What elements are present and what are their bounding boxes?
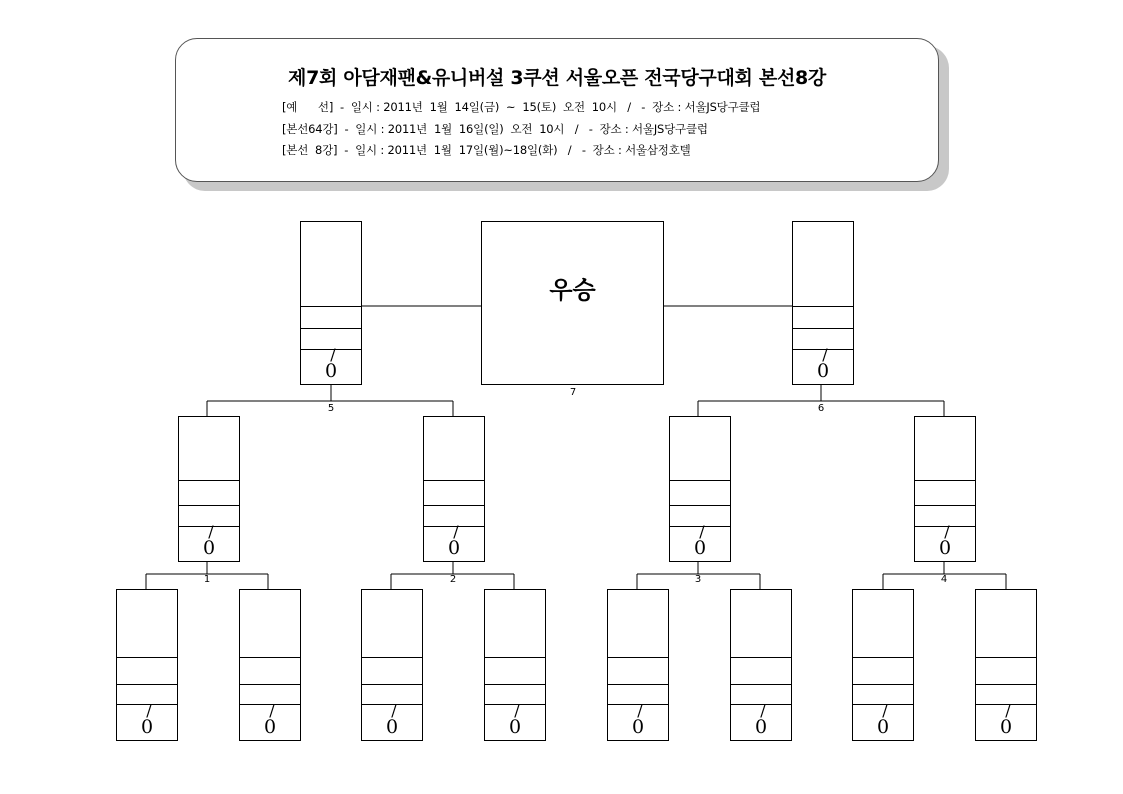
quarterfinal-box-2 — [423, 416, 485, 562]
round8-box-6 — [730, 589, 792, 741]
match-number-3: 3 — [694, 574, 702, 585]
score-cell: / 0 — [693, 522, 707, 559]
match-number-1: 1 — [203, 574, 211, 585]
schedule-line-round8: [본선 8강] - 일시 : 2011년 1월 17일(월)~18일(화) / - 장소 : 서울삼정호텔 — [282, 143, 691, 157]
match-number-7: 7 — [569, 387, 577, 398]
quarterfinal-box-4 — [914, 416, 976, 562]
round8-box-3 — [361, 589, 423, 741]
champion-label: 우승 — [549, 276, 596, 304]
score-cell: / 0 — [508, 701, 522, 738]
score-cell: / 0 — [263, 701, 277, 738]
semifinal-right-box — [792, 221, 854, 385]
score-cell: / 0 — [447, 522, 461, 559]
round8-box-4 — [484, 589, 546, 741]
score-cell: / 0 — [324, 345, 338, 382]
round8-box-1 — [116, 589, 178, 741]
match-number-4: 4 — [940, 574, 948, 585]
match-number-6: 6 — [817, 403, 825, 414]
score-cell: / 0 — [140, 701, 154, 738]
score-cell: / 0 — [385, 701, 399, 738]
page-title: 제7회 아담재팬&유니버설 3쿠션 서울오픈 전국당구대회 본선8강 — [288, 67, 826, 89]
score-cell: / 0 — [754, 701, 768, 738]
match-number-5: 5 — [327, 403, 335, 414]
schedule-line-round64: [본선64강] - 일시 : 2011년 1월 16일(일) 오전 10시 / - 장소 : 서울JS당구클럽 — [282, 122, 708, 136]
score-cell: / 0 — [202, 522, 216, 559]
round8-box-5 — [607, 589, 669, 741]
semifinal-left-box — [300, 221, 362, 385]
score-cell: / 0 — [816, 345, 830, 382]
match-number-2: 2 — [449, 574, 457, 585]
champion-box — [481, 221, 664, 385]
schedule-line-prelim: [예 선] - 일시 : 2011년 1월 14일(금) ~ 15(토) 오전 10시 / - 장소 : 서울JS당구클럽 — [282, 100, 761, 114]
quarterfinal-box-3 — [669, 416, 731, 562]
score-cell: / 0 — [631, 701, 645, 738]
score-cell: / 0 — [876, 701, 890, 738]
score-cell: / 0 — [938, 522, 952, 559]
score-cell: / 0 — [999, 701, 1013, 738]
quarterfinal-box-1 — [178, 416, 240, 562]
round8-box-2 — [239, 589, 301, 741]
round8-box-8 — [975, 589, 1037, 741]
round8-box-7 — [852, 589, 914, 741]
